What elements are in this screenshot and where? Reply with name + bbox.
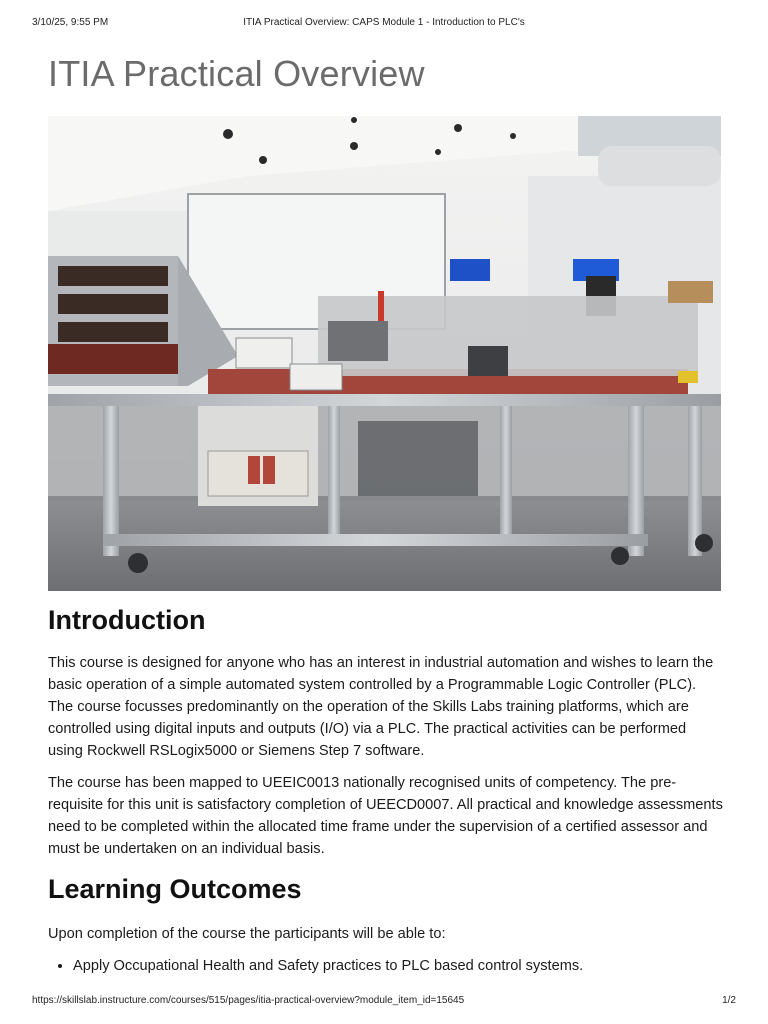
introduction-paragraph: This course is designed for anyone who has an interest in industrial automation and wishes to learn the basic operation of a simple automated system controlled by a Programmable Logic Controller (PLC). The course focusses predominantly on the operation of the Skills Labs training platforms, which are controlled using digital inputs and outputs (I/O) via a PLC. The practical activities can be performed using Rockwell RSLogix5000 or Siemens Step 7 software. [48,655,714,759]
introduction-paragraph: The course has been mapped to UEEIC0013 nationally recognised units of competency. The pre-requisite for this unit is satisfactory completion of UEECD0007. All practical and knowledge assessments need to be completed within the allocated time frame under the supervision of a certified assessor and must be undertaken on an individual basis. [48,775,723,857]
learning-outcomes-list [48,955,749,977]
print-header [32,17,736,31]
learning-outcomes-intro: Upon completion of the course the participants will be able to: [48,926,446,942]
plc-workstation-photo [48,116,721,591]
print-footer [32,995,736,1009]
list-item: • Apply Occupational Health and Safety practices to PLC based control systems. [73,955,749,977]
page-number: 1/2 [722,995,736,1006]
print-date: 3/10/25, 9:55 PM [32,17,109,28]
print-document-title: ITIA Practical Overview: CAPS Module 1 - Introduction to PLC's [243,17,525,28]
introduction-heading: Introduction [48,605,206,635]
hero-image [48,116,721,591]
page-title: ITIA Practical Overview [48,53,425,94]
page-url: https://skillslab.instructure.com/courses/515/pages/itia-practical-overview?module_item_id=15645 [32,995,465,1006]
learning-outcomes-heading: Learning Outcomes [48,874,302,904]
